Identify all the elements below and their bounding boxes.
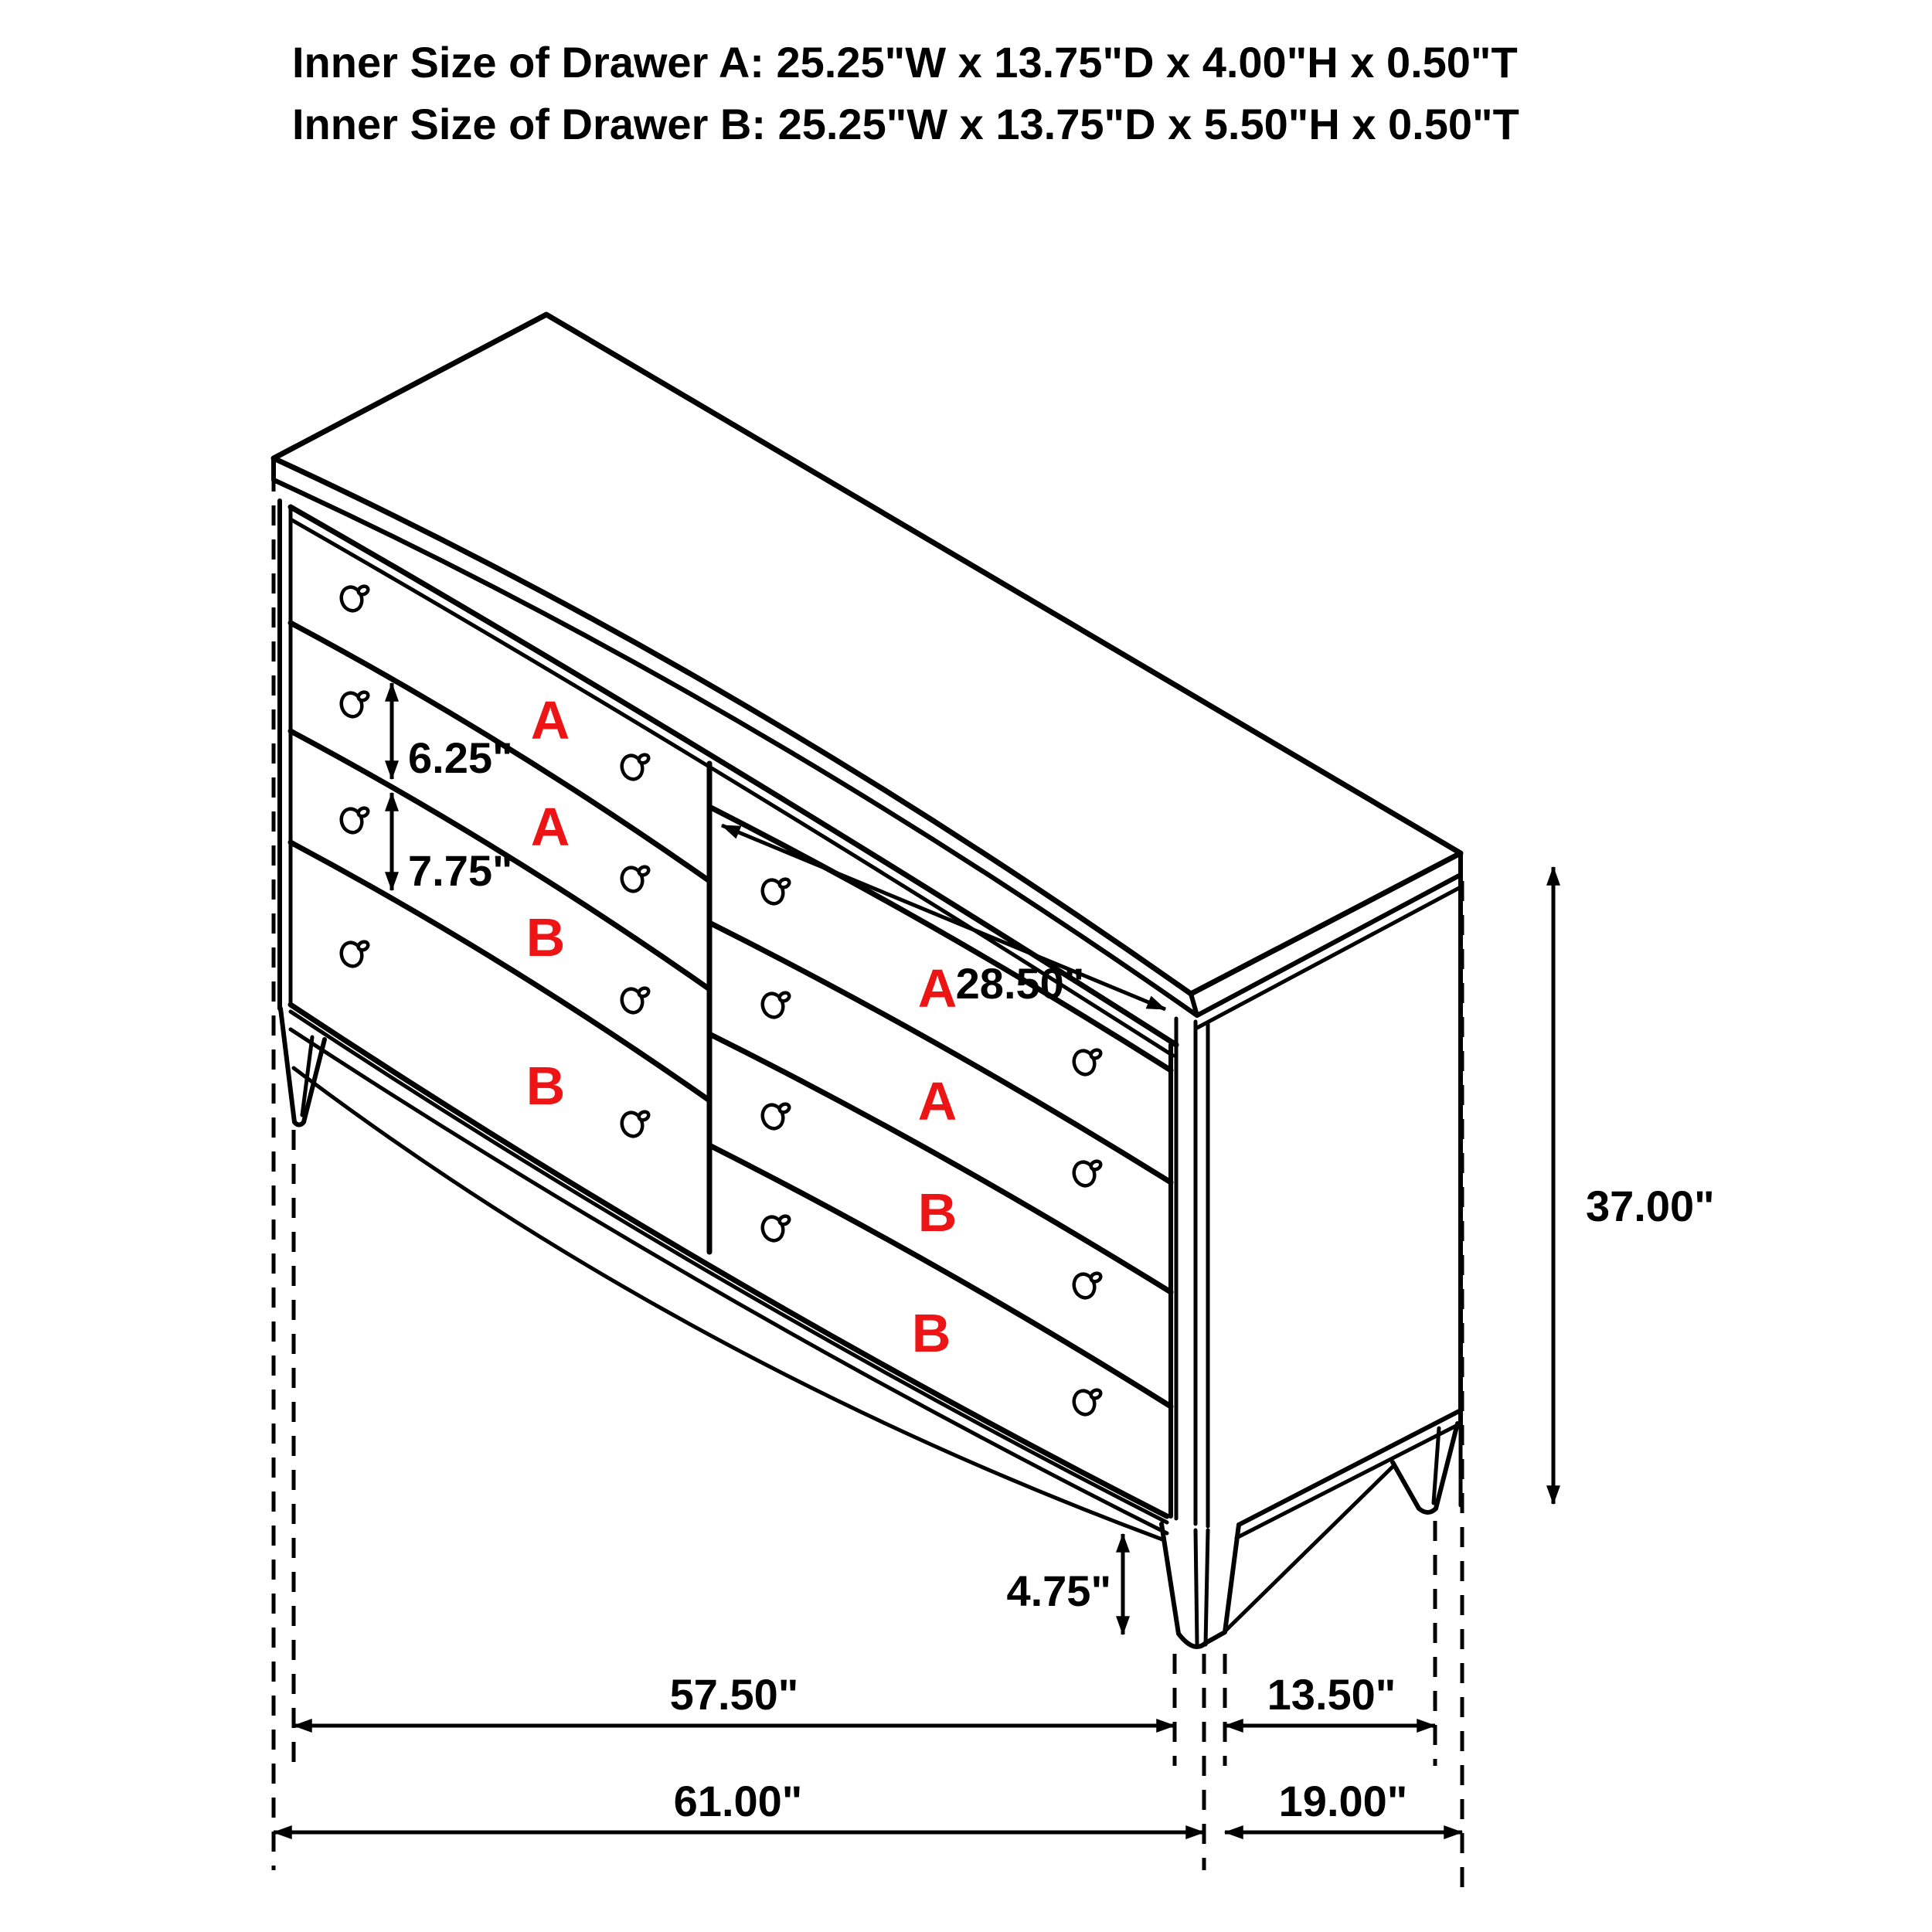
dim-label-leg-height: 4.75" <box>1006 1566 1111 1615</box>
drawer-label: A <box>917 1071 957 1131</box>
top-slab <box>274 315 1461 1015</box>
dim-label-side-leg-span: 13.50" <box>1267 1670 1396 1719</box>
legs <box>281 1009 1461 1647</box>
bottom-rail <box>291 1005 1167 1539</box>
drawer-knob-icon <box>619 986 650 1015</box>
dim-label-drawer-a-height: 6.25" <box>408 733 513 782</box>
drawer-label: A <box>917 958 957 1019</box>
front-right-leg <box>1162 1524 1239 1647</box>
dim-label-overall-depth: 19.00" <box>1278 1777 1408 1825</box>
title-block <box>292 38 1519 148</box>
drawer-knob-icon <box>338 806 369 835</box>
drawer-label: A <box>530 797 570 857</box>
drawer-knob-icon <box>760 991 791 1020</box>
drawer-label: A <box>530 690 570 750</box>
dim-label-section-width: 28.50" <box>955 959 1085 1008</box>
drawer-knob-icon <box>338 584 369 614</box>
drawer-label: B <box>526 907 566 968</box>
dim-label-overall-width: 61.00" <box>673 1777 803 1825</box>
drawer-knob-icon <box>1071 1048 1102 1077</box>
drawer-knob-icon <box>1071 1388 1102 1417</box>
title-line-1: Inner Size of Drawer A: 25.25"W x 13.75"D x 4.00"H x 0.50"T <box>292 38 1518 87</box>
drawer-knob-icon <box>760 1214 791 1243</box>
dim-label-drawer-b-height: 7.75" <box>408 846 513 895</box>
drawer-knob-icon <box>760 1102 791 1131</box>
dim-label-front-leg-span: 57.50" <box>669 1670 799 1719</box>
drawer-label: B <box>917 1182 957 1243</box>
front-left-leg <box>281 1009 325 1125</box>
drawer-knob-icon <box>1071 1159 1102 1189</box>
drawer-label: B <box>911 1303 951 1363</box>
drawer-knob-icon <box>619 753 650 782</box>
title-line-2: Inner Size of Drawer B: 25.25"W x 13.75"D x 5.50"H x 0.50"T <box>292 100 1519 148</box>
back-right-leg <box>1393 1423 1461 1512</box>
drawer-knob-icon <box>760 877 791 906</box>
drawer-knob-icon <box>619 1110 650 1139</box>
drawer-knob-icon <box>338 940 369 969</box>
dim-label-overall-height: 37.00" <box>1586 1182 1715 1230</box>
drawer-label: B <box>526 1056 566 1116</box>
drawer-knob-icon <box>1071 1271 1102 1301</box>
drawer-knob-icon <box>619 865 650 894</box>
drawer-knob-icon <box>338 690 369 719</box>
